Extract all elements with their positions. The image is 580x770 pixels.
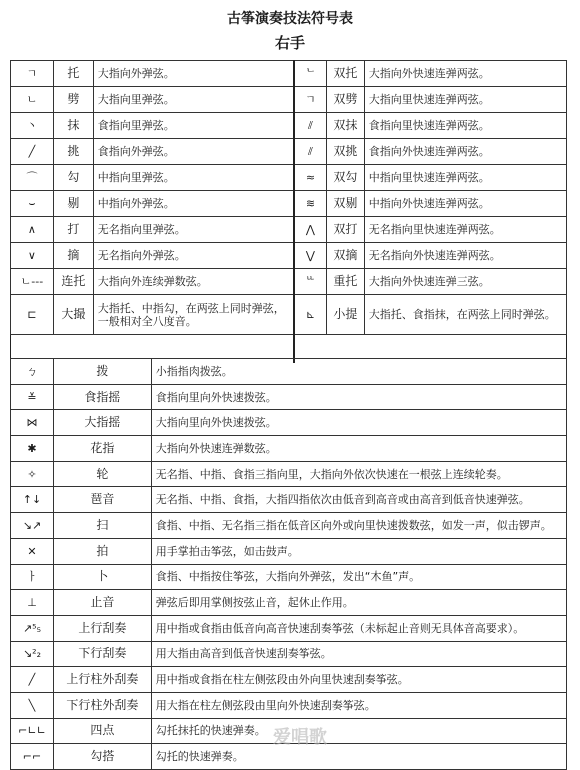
technique-name: 剔 [53, 191, 93, 217]
technique-description: 食指、中指、无名指三指在低音区向外或向里快速拨数弦，如发一声，似击锣声。 [151, 513, 566, 539]
technique-description: 无名指向外快速连弹两弦。 [364, 243, 566, 269]
technique-symbol-icon: ᄔ [295, 269, 327, 295]
technique-description: 用大指在柱左侧弦段由里向外快速刮奏筝弦。 [151, 692, 566, 718]
technique-row [11, 590, 567, 616]
technique-row [295, 269, 567, 295]
technique-name: 卜 [53, 564, 151, 590]
technique-description: 大指向里弹弦。 [93, 87, 293, 113]
technique-row [11, 667, 567, 693]
technique-description: 弹弦后即用掌侧按弦止音，起休止作用。 [151, 590, 566, 616]
technique-name: 双打 [326, 217, 364, 243]
technique-symbol-icon: ㄱ [11, 61, 54, 87]
technique-row [11, 139, 294, 165]
technique-symbol-icon: ≋ [295, 191, 327, 217]
technique-name: 双摘 [326, 243, 364, 269]
right-technique-table [294, 60, 567, 335]
column-divider [293, 60, 295, 363]
technique-description: 无名指向外弹弦。 [93, 243, 293, 269]
technique-symbol-icon: ㄅ [11, 359, 54, 385]
technique-description: 食指向里向外快速拨弦。 [151, 384, 566, 410]
technique-description: 大指向外快速连弹数弦。 [151, 436, 566, 462]
technique-row [11, 564, 567, 590]
technique-name: 小提 [326, 295, 364, 335]
technique-symbol-icon: ✕ [11, 538, 54, 564]
technique-row [11, 61, 294, 87]
technique-name: 双剔 [326, 191, 364, 217]
technique-symbol-icon: ∨ [11, 243, 54, 269]
technique-symbol-icon: ㄴ--- [11, 269, 54, 295]
technique-symbol-icon: ↑↓ [11, 487, 54, 513]
technique-row [11, 615, 567, 641]
technique-row [295, 139, 567, 165]
technique-row [11, 87, 294, 113]
technique-description: 无名指向里快速连弹两弦。 [364, 217, 566, 243]
technique-description: 食指向里快速连弹两弦。 [364, 113, 566, 139]
technique-name: 双勾 [326, 165, 364, 191]
technique-description: 中指向里快速连弹两弦。 [364, 165, 566, 191]
technique-description: 中指向外弹弦。 [93, 191, 293, 217]
technique-row [11, 217, 294, 243]
page-subtitle: 右手 [274, 34, 305, 52]
technique-symbol-icon: ≈ [295, 165, 327, 191]
technique-row [11, 384, 567, 410]
technique-name: 抹 [53, 113, 93, 139]
technique-description: 用大指由高音到低音快速刮奏筝弦。 [151, 641, 566, 667]
technique-description: 勾托的快速弹奏。 [151, 744, 566, 770]
technique-name: 四点 [53, 718, 151, 744]
technique-description: 大指向里向外快速拨弦。 [151, 410, 566, 436]
technique-symbol-icon: ㅏ [11, 564, 54, 590]
technique-description: 用手掌拍击筝弦，如击鼓声。 [151, 538, 566, 564]
technique-row [11, 641, 567, 667]
technique-name: 大指摇 [53, 410, 151, 436]
technique-row [11, 692, 567, 718]
technique-description: 大指向外快速连弹三弦。 [364, 269, 566, 295]
technique-name: 托 [53, 61, 93, 87]
technique-description: 食指向外快速连弹两弦。 [364, 139, 566, 165]
technique-row [11, 538, 567, 564]
technique-name: 打 [53, 217, 93, 243]
technique-row [11, 243, 294, 269]
technique-row [295, 295, 567, 335]
bottom-technique-table [10, 358, 567, 770]
technique-symbol-icon: ⫽ [295, 113, 327, 139]
left-technique-table [10, 60, 294, 335]
technique-name: 花指 [53, 436, 151, 462]
technique-symbol-icon: ↘²₂ [11, 641, 54, 667]
technique-row [11, 461, 567, 487]
technique-row [11, 113, 294, 139]
technique-symbol-icon: ᄂ [295, 61, 327, 87]
technique-symbol-icon: ≚ [11, 384, 54, 410]
technique-row [295, 87, 567, 113]
technique-description: 小指指肉拨弦。 [151, 359, 566, 385]
technique-symbol-icon: ⌐∟∟ [11, 718, 54, 744]
technique-name: 琶音 [53, 487, 151, 513]
technique-row [11, 269, 294, 295]
technique-description: 中指向外快速连弹两弦。 [364, 191, 566, 217]
technique-description: 无名指、中指、食指，大指四指依次由低音到高音或由高音到低音快速弹弦。 [151, 487, 566, 513]
technique-description: 食指向里弹弦。 [93, 113, 293, 139]
technique-row [11, 410, 567, 436]
technique-name: 双抹 [326, 113, 364, 139]
technique-name: 拍 [53, 538, 151, 564]
technique-description: 大指向外弹弦。 [93, 61, 293, 87]
technique-name: 上行刮奏 [53, 615, 151, 641]
technique-name: 扫 [53, 513, 151, 539]
technique-symbol-icon: ⋁ [295, 243, 327, 269]
technique-name: 摘 [53, 243, 93, 269]
technique-description: 大指向里快速连弹两弦。 [364, 87, 566, 113]
technique-symbol-icon: ∧ [11, 217, 54, 243]
technique-symbol-icon: ↘↗ [11, 513, 54, 539]
technique-row [11, 359, 567, 385]
technique-symbol-icon: ⫽ [295, 139, 327, 165]
technique-symbol-icon: ✱ [11, 436, 54, 462]
technique-symbol-icon: ㄱ [295, 87, 327, 113]
technique-description: 中指向里弹弦。 [93, 165, 293, 191]
technique-symbol-icon: ✧ [11, 461, 54, 487]
technique-name: 轮 [53, 461, 151, 487]
technique-symbol-icon: ⌐⌐ [11, 744, 54, 770]
technique-symbol-icon: ╱ [11, 139, 54, 165]
technique-symbol-icon: ㄴ [11, 87, 54, 113]
technique-name: 食指摇 [53, 384, 151, 410]
page-title: 古筝演奏技法符号表 [227, 11, 353, 27]
technique-description: 食指、中指按住筝弦，大指向外弹弦，发出“木鱼”声。 [151, 564, 566, 590]
technique-description: 食指向外弹弦。 [93, 139, 293, 165]
technique-symbol-icon: ⊏ [11, 295, 54, 335]
technique-row [295, 217, 567, 243]
technique-symbol-icon: ⋈ [11, 410, 54, 436]
technique-row [295, 191, 567, 217]
technique-row [11, 487, 567, 513]
technique-name: 双劈 [326, 87, 364, 113]
technique-description: 无名指向里弹弦。 [93, 217, 293, 243]
technique-row [295, 113, 567, 139]
technique-description: 用中指或食指由低音向高音快速刮奏筝弦（未标起止音则无具体音高要求）。 [151, 615, 566, 641]
technique-name: 大撮 [53, 295, 93, 335]
technique-name: 挑 [53, 139, 93, 165]
technique-row [11, 165, 294, 191]
technique-symbol-icon: ↗⁵₅ [11, 615, 54, 641]
technique-row [11, 513, 567, 539]
technique-description: 用中指或食指在柱左侧弦段由外向里快速刮奏筝弦。 [151, 667, 566, 693]
technique-description: 大指托、食指抹，在两弦上同时弹弦。 [364, 295, 566, 335]
technique-name: 双托 [326, 61, 364, 87]
technique-name: 双挑 [326, 139, 364, 165]
technique-description: 大指向外快速连弹两弦。 [364, 61, 566, 87]
technique-symbol-icon: ⋀ [295, 217, 327, 243]
technique-row [295, 243, 567, 269]
technique-row [295, 165, 567, 191]
technique-symbol-icon: ⊥ [11, 590, 54, 616]
technique-symbol-icon: ⊾ [295, 295, 327, 335]
technique-row [11, 295, 294, 335]
technique-row [11, 191, 294, 217]
technique-description: 勾托抹托的快速弹奏。 [151, 718, 566, 744]
technique-symbol-icon: ╲ [11, 692, 54, 718]
technique-name: 上行柱外刮奏 [53, 667, 151, 693]
technique-row [295, 61, 567, 87]
technique-description: 大指向外连续弹数弦。 [93, 269, 293, 295]
technique-name: 止音 [53, 590, 151, 616]
technique-name: 下行柱外刮奏 [53, 692, 151, 718]
technique-name: 连托 [53, 269, 93, 295]
technique-description: 大指托、中指勾，在两弦上同时弹弦，一般相对全八度音。 [93, 295, 293, 335]
technique-symbol-icon: ╱ [11, 667, 54, 693]
technique-name: 勾搭 [53, 744, 151, 770]
technique-name: 劈 [53, 87, 93, 113]
technique-name: 重托 [326, 269, 364, 295]
technique-symbol-icon: 丶 [11, 113, 54, 139]
technique-description: 无名指、中指、食指三指向里，大指向外依次快速在一根弦上连续轮奏。 [151, 461, 566, 487]
technique-name: 下行刮奏 [53, 641, 151, 667]
technique-name: 勾 [53, 165, 93, 191]
technique-name: 拨 [53, 359, 151, 385]
technique-row [11, 436, 567, 462]
technique-symbol-icon: ⌣ [11, 191, 54, 217]
technique-symbol-icon: ⌒ [11, 165, 54, 191]
watermark: 爱唱歌 [273, 727, 327, 748]
